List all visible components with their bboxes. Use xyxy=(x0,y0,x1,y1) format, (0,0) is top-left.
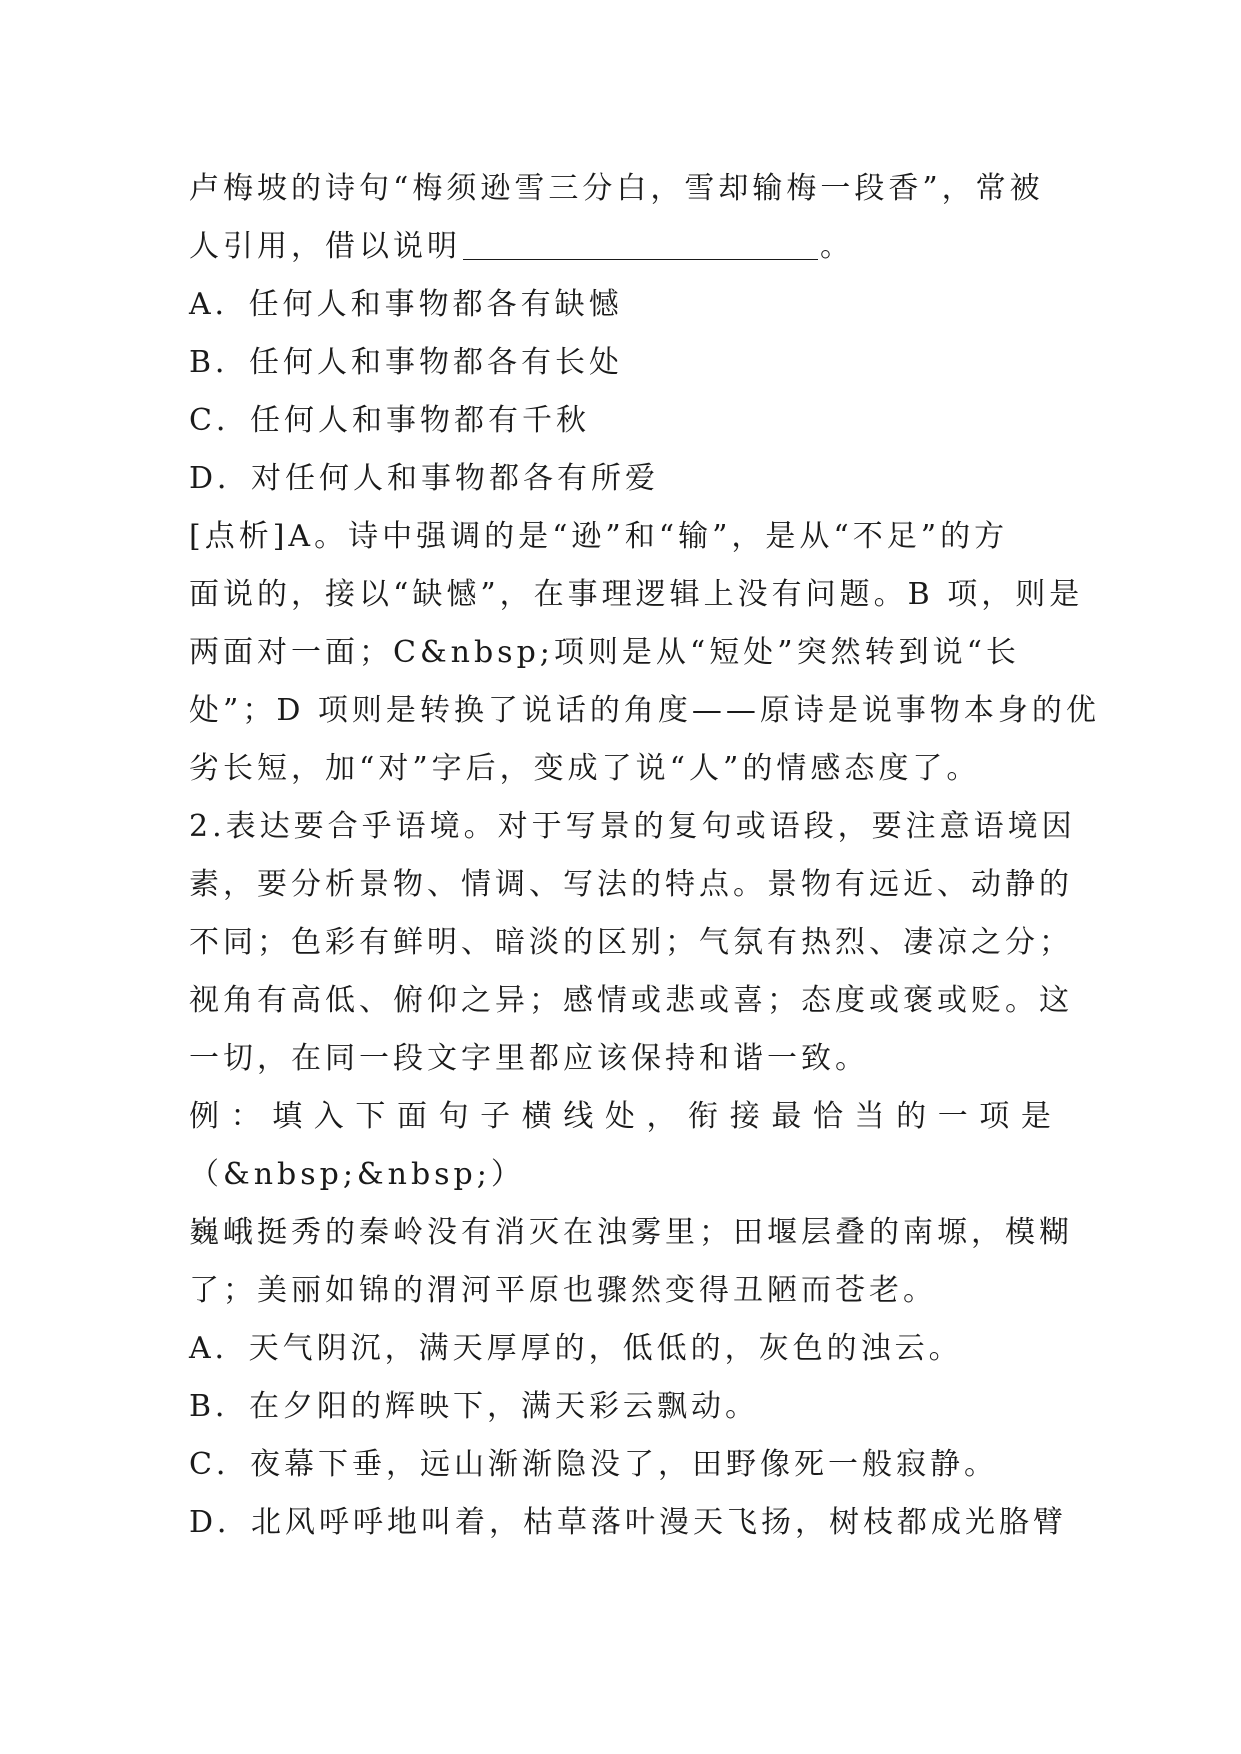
example-prompt-char: 当 xyxy=(854,1099,885,1134)
example-option-a: A．天气阴沉，满天厚厚的，低低的，灰色的浊云。 xyxy=(189,1331,963,1366)
section2-line-5: 一切，在同一段文字里都应该保持和谐一致。 xyxy=(189,1041,869,1076)
answer-blank xyxy=(463,227,818,260)
example-prompt-char: 最 xyxy=(771,1099,802,1134)
analysis-line-4: 处”；D 项则是转换了说话的角度——原诗是说事物本身的优 xyxy=(189,693,1100,728)
example-option-c: C．夜幕下垂，远山渐渐隐没了，田野像死一般寂静。 xyxy=(189,1447,998,1482)
analysis-line-1: [点析]A。诗中强调的是“逊”和“输”，是从“不足”的方 xyxy=(189,519,1009,554)
example-prompt-char: ： xyxy=(230,1099,261,1134)
section2-line-4: 视角有高低、俯仰之异；感情或悲或喜；态度或褒或贬。这 xyxy=(189,983,1073,1018)
example-prompt-char: 的 xyxy=(896,1099,927,1134)
question1-option-a: A．任何人和事物都各有缺憾 xyxy=(189,287,623,322)
question1-stem-line2 xyxy=(189,218,1051,276)
example-prompt-char: 填 xyxy=(272,1099,303,1134)
question1-stem-line1: 卢梅坡的诗句“梅须逊雪三分白，雪却输梅一段香”，常被 xyxy=(189,171,1044,206)
section2-line-2: 素，要分析景物、情调、写法的特点。景物有远近、动静的 xyxy=(189,867,1073,902)
example-prompt-char: 线 xyxy=(563,1099,594,1134)
question1-option-d: D．对任何人和事物都各有所爱 xyxy=(189,461,660,496)
question1-option-c: C．任何人和事物都有千秋 xyxy=(189,403,590,438)
example-prompt-char: 例 xyxy=(189,1099,219,1134)
question1-stem-line2-text: 人引用，借以说明 xyxy=(189,229,461,264)
example-prompt-char: ， xyxy=(646,1099,677,1134)
example-prompt-char: 是 xyxy=(1020,1099,1051,1134)
section2-line-1: 2.表达要合乎语境。对于写景的复句或语段，要注意语境因 xyxy=(189,809,1076,844)
example-prompt-line2: （&nbsp;&nbsp;） xyxy=(189,1157,525,1192)
example-prompt-char: 项 xyxy=(979,1099,1010,1134)
example-prompt-line1 xyxy=(189,1088,1051,1146)
example-passage-line-2: 了；美丽如锦的渭河平原也骤然变得丑陋而苍老。 xyxy=(189,1273,937,1308)
example-prompt-char: 入 xyxy=(313,1099,344,1134)
example-passage-line-1: 巍峨挺秀的秦岭没有消灭在浊雾里；田堰层叠的南塬，模糊 xyxy=(189,1215,1073,1250)
question1-option-b: B．任何人和事物都各有长处 xyxy=(189,345,624,380)
example-prompt-char: 横 xyxy=(521,1099,552,1134)
analysis-line-2: 面说的，接以“缺憾”，在事理逻辑上没有问题。B 项，则是 xyxy=(189,577,1084,612)
example-option-d: D．北风呼呼地叫着，枯草落叶漫天飞扬，树枝都成光胳臂 xyxy=(189,1505,1068,1540)
example-prompt-char: 一 xyxy=(937,1099,968,1134)
analysis-line-5: 劣长短，加“对”字后，变成了说“人”的情感态度了。 xyxy=(189,751,981,786)
example-prompt-char: 子 xyxy=(480,1099,511,1134)
document-page xyxy=(189,160,1100,1552)
example-prompt-char: 下 xyxy=(355,1099,386,1134)
example-prompt-char: 处 xyxy=(604,1099,635,1134)
example-prompt-char: 接 xyxy=(729,1099,760,1134)
analysis-line-3: 两面对一面；C&nbsp;项则是从“短处”突然转到说“长 xyxy=(189,635,1020,670)
example-prompt-char: 衔 xyxy=(688,1099,719,1134)
question1-stem-line2-end: 。 xyxy=(820,229,854,264)
example-prompt-char: 面 xyxy=(396,1099,427,1134)
example-option-b: B．在夕阳的辉映下，满天彩云飘动。 xyxy=(189,1389,760,1424)
example-prompt-char: 句 xyxy=(438,1099,469,1134)
example-prompt-char: 恰 xyxy=(812,1099,843,1134)
section2-line-3: 不同；色彩有鲜明、暗淡的区别；气氛有热烈、凄凉之分； xyxy=(189,925,1073,960)
